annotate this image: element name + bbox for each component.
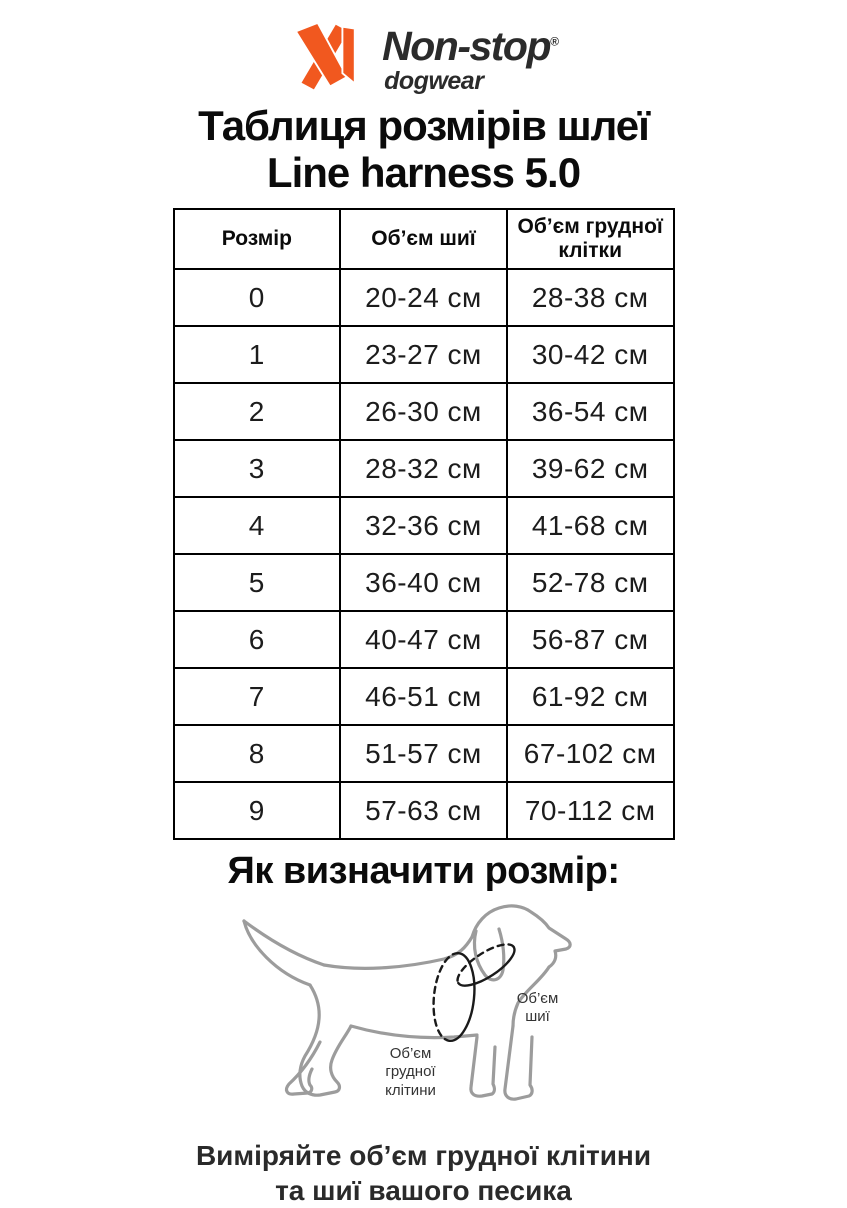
- table-cell: 1: [174, 326, 341, 383]
- table-cell: 52-78 см: [507, 554, 674, 611]
- chest-measure-line-dashed: [433, 953, 458, 1041]
- page-title-line2: Line harness 5.0: [266, 149, 581, 197]
- chest-girth-label: [356, 1045, 466, 1100]
- table-row: [174, 326, 674, 383]
- size-table-body: [174, 269, 674, 839]
- neck-girth-label-line1: Об’єм: [516, 990, 559, 1008]
- neck-measure-line: [458, 947, 514, 986]
- table-cell: 3: [174, 440, 341, 497]
- table-cell: 36-54 см: [507, 383, 674, 440]
- brand-logo: [288, 20, 559, 98]
- table-cell: 8: [174, 725, 341, 782]
- logo-wordmark: [382, 20, 559, 94]
- guide-heading: Як визначити розмір:: [227, 850, 620, 893]
- table-row: [174, 611, 674, 668]
- page-title: [198, 102, 649, 196]
- table-row: [174, 497, 674, 554]
- table-cell: 70-112 см: [507, 782, 674, 839]
- nonstop-logo-icon: [288, 20, 374, 96]
- table-cell: 57-63 см: [340, 782, 507, 839]
- table-cell: 61-92 см: [507, 668, 674, 725]
- table-cell: 30-42 см: [507, 326, 674, 383]
- table-row: [174, 782, 674, 839]
- dog-measure-figure: [214, 895, 634, 1132]
- neck-girth-label: [502, 990, 574, 1027]
- table-cell: 4: [174, 497, 341, 554]
- table-cell: 32-36 см: [340, 497, 507, 554]
- table-cell: 7: [174, 668, 341, 725]
- chest-girth-label-line3: клітини: [385, 1081, 436, 1099]
- chest-girth-label-line1: Об’єм: [389, 1045, 432, 1063]
- measure-instruction: [196, 1138, 651, 1208]
- table-cell: 28-32 см: [340, 440, 507, 497]
- table-cell: 40-47 см: [340, 611, 507, 668]
- registered-mark: ®: [550, 34, 559, 49]
- table-row: [174, 554, 674, 611]
- table-cell: 51-57 см: [340, 725, 507, 782]
- table-cell: 2: [174, 383, 341, 440]
- table-cell: 39-62 см: [507, 440, 674, 497]
- table-row: [174, 269, 674, 326]
- brand-name: Non-stop®: [382, 23, 559, 69]
- table-cell: 46-51 см: [340, 668, 507, 725]
- table-cell: 67-102 см: [507, 725, 674, 782]
- table-header-cell-2: Об’єм грудної клітки: [507, 209, 674, 269]
- measure-instruction-line2: та шиї вашого песика: [275, 1175, 572, 1207]
- table-row: [174, 383, 674, 440]
- table-row: [174, 725, 674, 782]
- table-row: [174, 440, 674, 497]
- table-cell: 23-27 см: [340, 326, 507, 383]
- chest-girth-label-line2: грудної: [385, 1063, 436, 1081]
- table-header-cell-0: Розмір: [174, 209, 341, 269]
- table-cell: 9: [174, 782, 341, 839]
- table-cell: 20-24 см: [340, 269, 507, 326]
- table-cell: 36-40 см: [340, 554, 507, 611]
- table-cell: 0: [174, 269, 341, 326]
- size-table: [173, 208, 675, 840]
- table-cell: 6: [174, 611, 341, 668]
- table-cell: 56-87 см: [507, 611, 674, 668]
- table-cell: 28-38 см: [507, 269, 674, 326]
- measure-instruction-line1: Виміряйте об’єм грудної клітини: [195, 1140, 652, 1172]
- neck-girth-label-line2: шиї: [525, 1008, 550, 1026]
- table-row: [174, 668, 674, 725]
- chest-measure-line: [449, 953, 474, 1041]
- table-cell: 5: [174, 554, 341, 611]
- table-cell: 41-68 см: [507, 497, 674, 554]
- table-cell: 26-30 см: [340, 383, 507, 440]
- page-title-line1: Таблиця розмірів шлеї: [198, 102, 649, 149]
- size-table-head: [174, 209, 674, 269]
- brand-subname: dogwear: [384, 67, 484, 95]
- table-header-cell-1: Об’єм шиї: [340, 209, 507, 269]
